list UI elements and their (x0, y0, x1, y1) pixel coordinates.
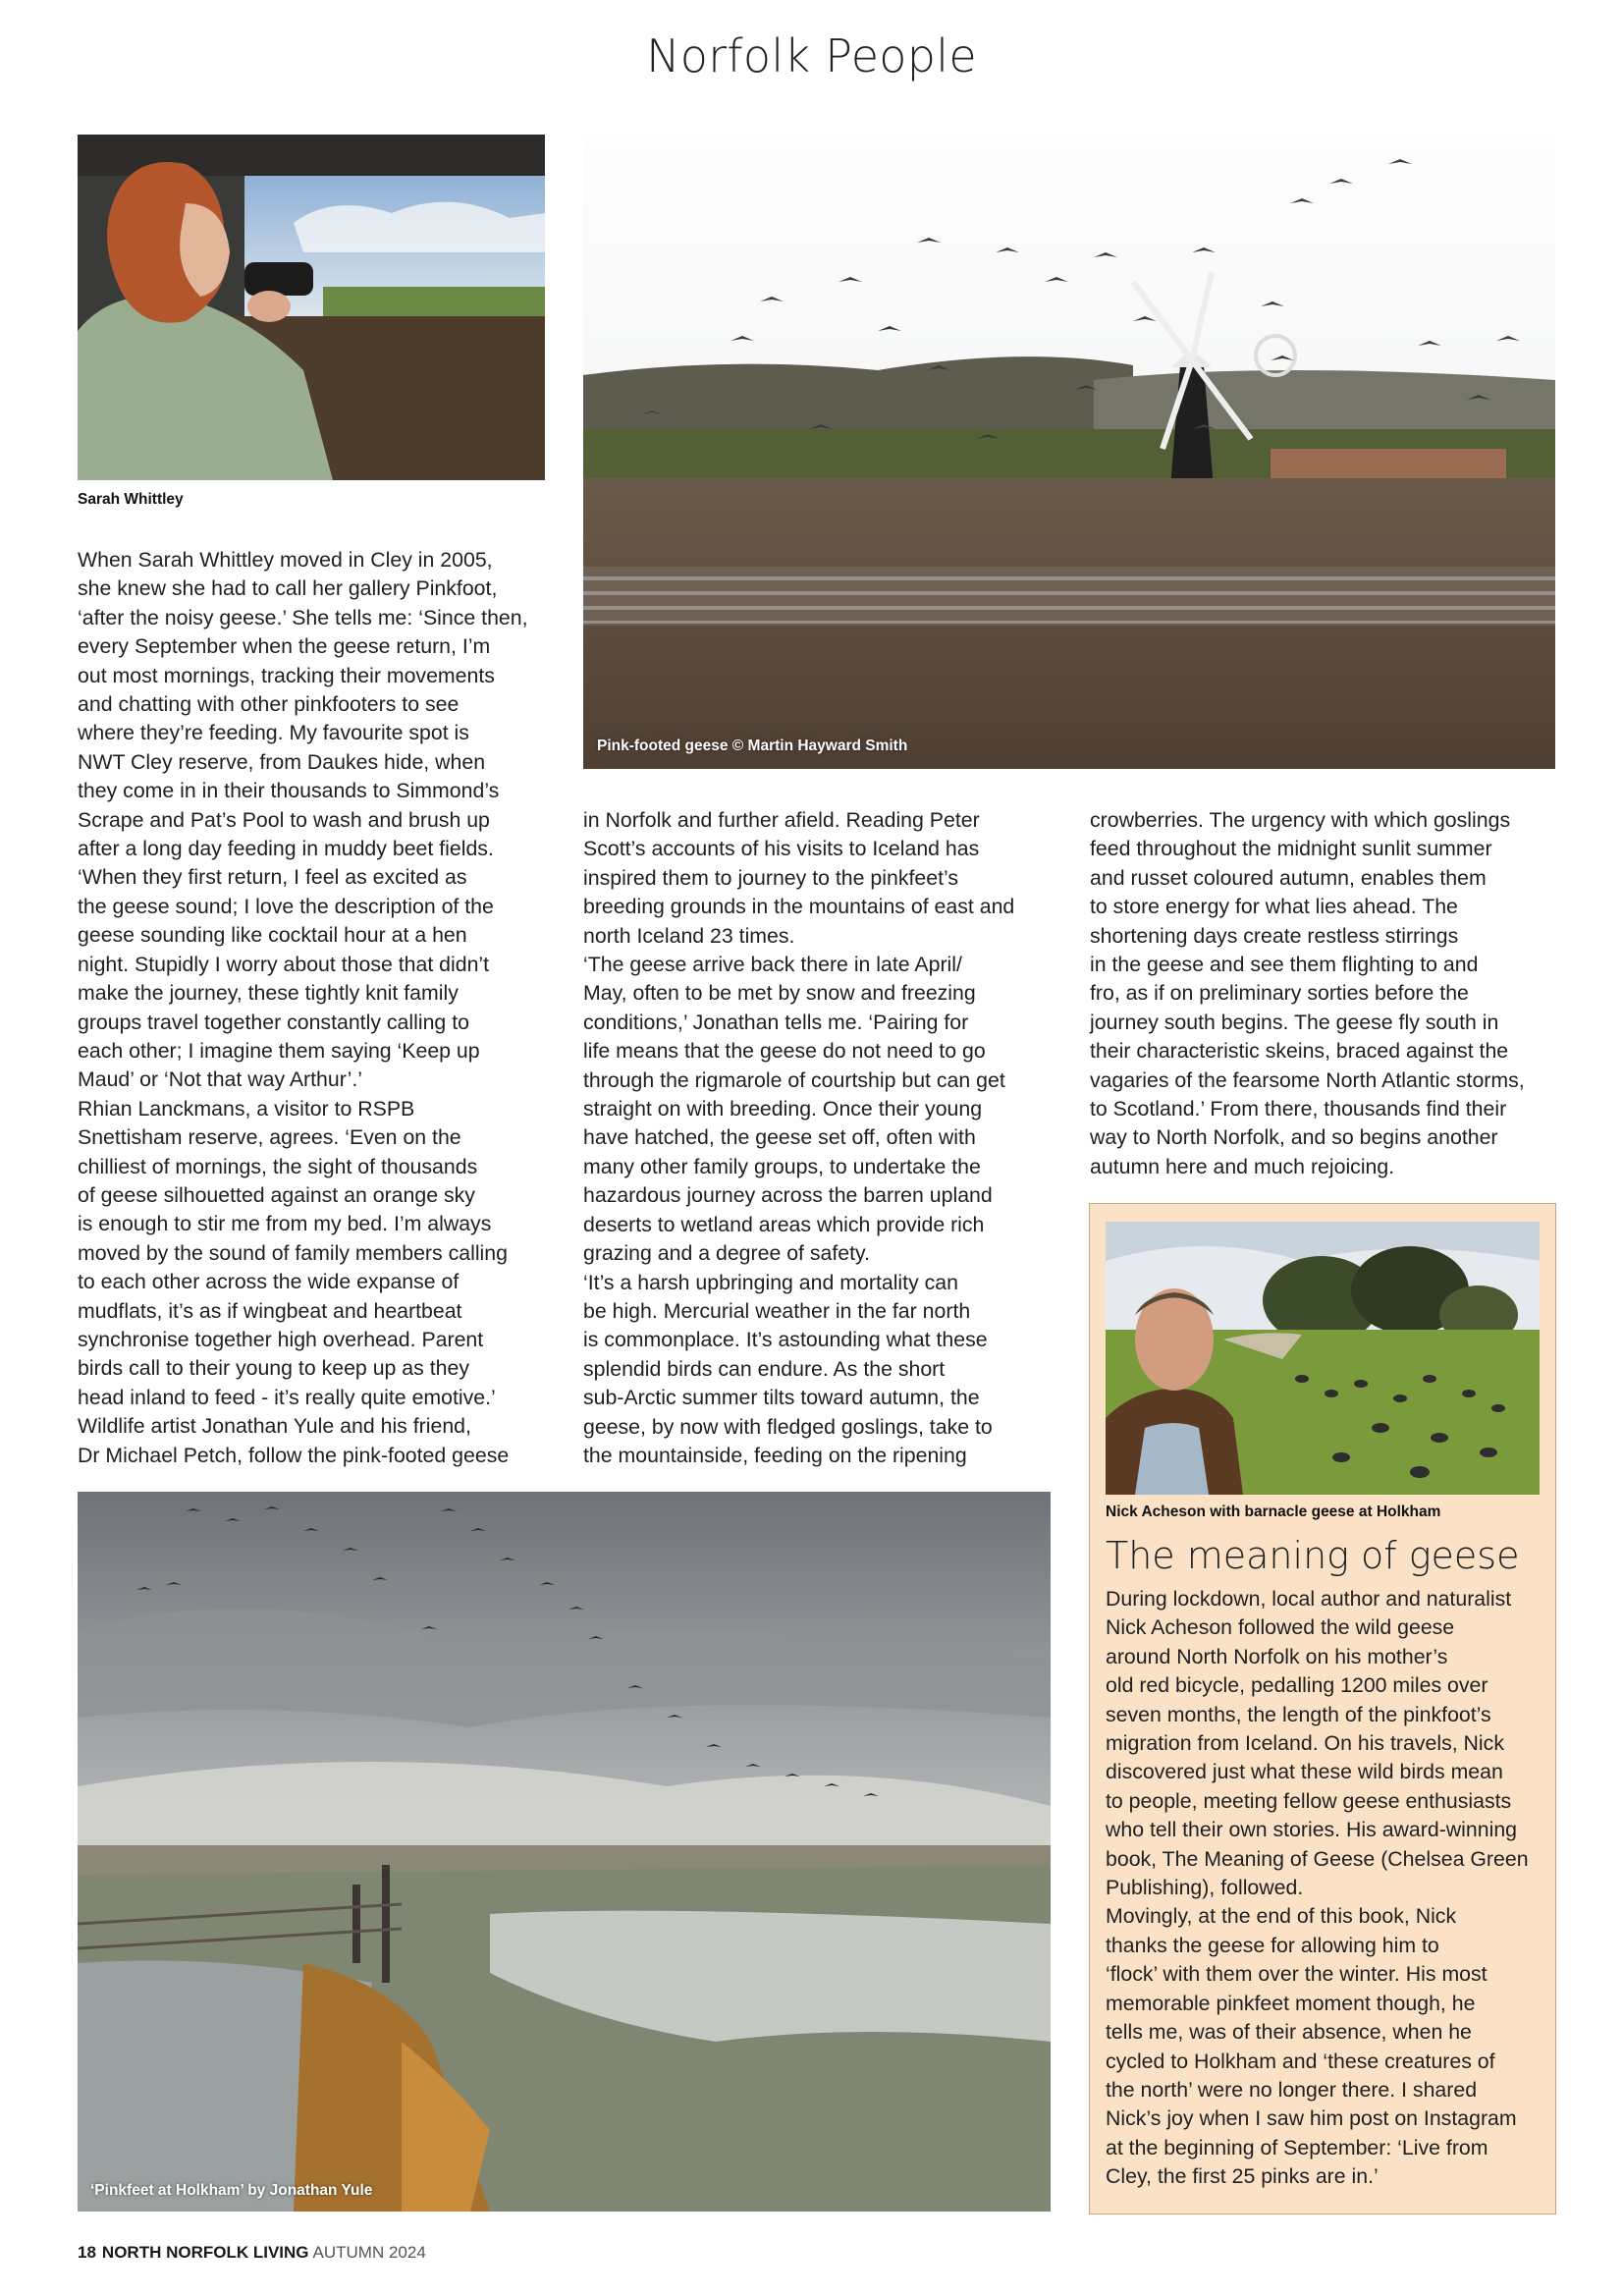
pink-footed-geese-photo (583, 135, 1555, 769)
meaning-of-geese-sidebar (1089, 1203, 1556, 2214)
sarah-photo-caption: Sarah Whittley (78, 491, 184, 508)
article-column-3 (1090, 806, 1581, 1181)
nick-photo-caption: Nick Acheson with barnacle geese at Holkham (1106, 1503, 1441, 1520)
pinkfeet-at-holkham-painting (78, 1492, 1051, 2212)
sidebar-body (1106, 1585, 1547, 2192)
article-column-2 (583, 806, 1074, 1470)
article-col1-text: When Sarah Whittley moved in Cley in 2005, she knew she had to call her gallery Pinkfoot, ‘after the noisy geese.’ She tells me: ‘Since then, every September when the geese return, I’m out most mornings, tracking their movements and chatting with other pinkfooters to see where they’re feeding. My favourite spot is NWT Cley reserve, from Daukes hide, when they come in in their thousands to Simmond’s Scrape and Pat’s Pool to wash and brush up after a long day feeding in muddy beet fields. ‘When they first return, I feel as excited as the geese sound; I love the description of the geese sounding like cocktail hour at a hen night. Stupidly I worry about those that didn’t make the journey, these tightly knit family groups travel together constantly calling to each other; I imagine them saying ‘Keep up Maud’ or ‘Not that way Arthur’.’ Rhian Lanckmans, a visitor to RSPB Snettisham reserve, agrees. ‘Even on the chilliest of mornings, the sight of thousands of geese silhouetted against an orange sky is enough to stir me from my bed. I’m always moved by the sound of family members calling to each other across the wide expanse of mudflats, it’s as if wingbeat and heartbeat synchronise together high overhead. Parent birds call to their young to keep up as they head inland to feed - it’s really quite emotive.’ Wildlife artist Jonathan Yule and his friend, Dr Michael Petch, follow the pink-footed geese (78, 548, 528, 1467)
nick-acheson-photo (1106, 1222, 1540, 1495)
article-col3-text: crowberries. The urgency with which goslings feed throughout the midnight sunlit summer and russet coloured autumn, enables them to store energy for what lies ahead. The shortening days create restless stirrings in the geese and see them flighting to and fro, as if on preliminary sorties before the journey south begins. The geese fly south in their characteristic skeins, braced against the vagaries of the fearsome North Atlantic storms, to Scotland.’ From there, thousands find their way to North Norfolk, and so begins another autumn here and much rejoicing. (1090, 808, 1525, 1178)
article-col2-text: in Norfolk and further afield. Reading Peter Scott’s accounts of his visits to Iceland has inspired them to journey to the pinkfeet’s breeding grounds in the mountains of east and north Iceland 23 times. ‘The geese arrive back there in late April/ May, often to be met by snow and freezing conditions,’ Jonathan tells me. ‘Pairing for life means that the geese do not need to go through the rigmarole of courtship but can get straight on with breeding. Once their young have hatched, the geese set off, often with many other family groups, to undertake the hazardous journey across the barren upland deserts to wetland areas which provide rich grazing and a degree of safety. ‘It’s a harsh upbringing and mortality can be high. Mercurial weather in the far north is commonplace. It’s astounding what these splendid birds can endure. As the short sub-Arctic summer tilts toward autumn, the geese, by now with fledged goslings, take to the mountainside, feeding on the ripening (583, 808, 1015, 1467)
issue-season: AUTUMN 2024 (312, 2243, 426, 2262)
page-number: 18 (78, 2243, 96, 2262)
sidebar-title: The meaning of geese (1106, 1534, 1520, 1577)
article-column-1 (78, 546, 568, 1470)
sarah-whittley-photo (78, 135, 545, 480)
publication-name: NORTH NORFOLK LIVING (101, 2243, 309, 2262)
painting-caption: ‘Pinkfeet at Holkham’ by Jonathan Yule (90, 2182, 373, 2199)
sidebar-body-text: During lockdown, local author and naturalist Nick Acheson followed the wild geese around North Norfolk on his mother’s old red bicycle, pedalling 1200 miles over seven months, the length of the pinkfoot’s migration from Iceland. On his travels, Nick discovered just what these wild birds mean to people, meeting fellow geese enthusiasts who tell their own stories. His award-winning book, The Meaning of Geese (Chelsea Green Publishing), followed. Movingly, at the end of this book, Nick thanks the geese for allowing him to ‘flock’ with them over the winter. His most memorable pinkfeet moment though, he tells me, was of their absence, when he cycled to Holkham and ‘these creatures of the north’ were no longer there. I shared Nick’s joy when I saw him post on Instagram at the beginning of September: ‘Live from Cley, the first 25 pinks are in.’ (1106, 1587, 1529, 2189)
section-title: Norfolk People (646, 29, 977, 82)
geese-photo-caption: Pink-footed geese © Martin Hayward Smith (597, 738, 908, 754)
page-footer (78, 2243, 426, 2263)
